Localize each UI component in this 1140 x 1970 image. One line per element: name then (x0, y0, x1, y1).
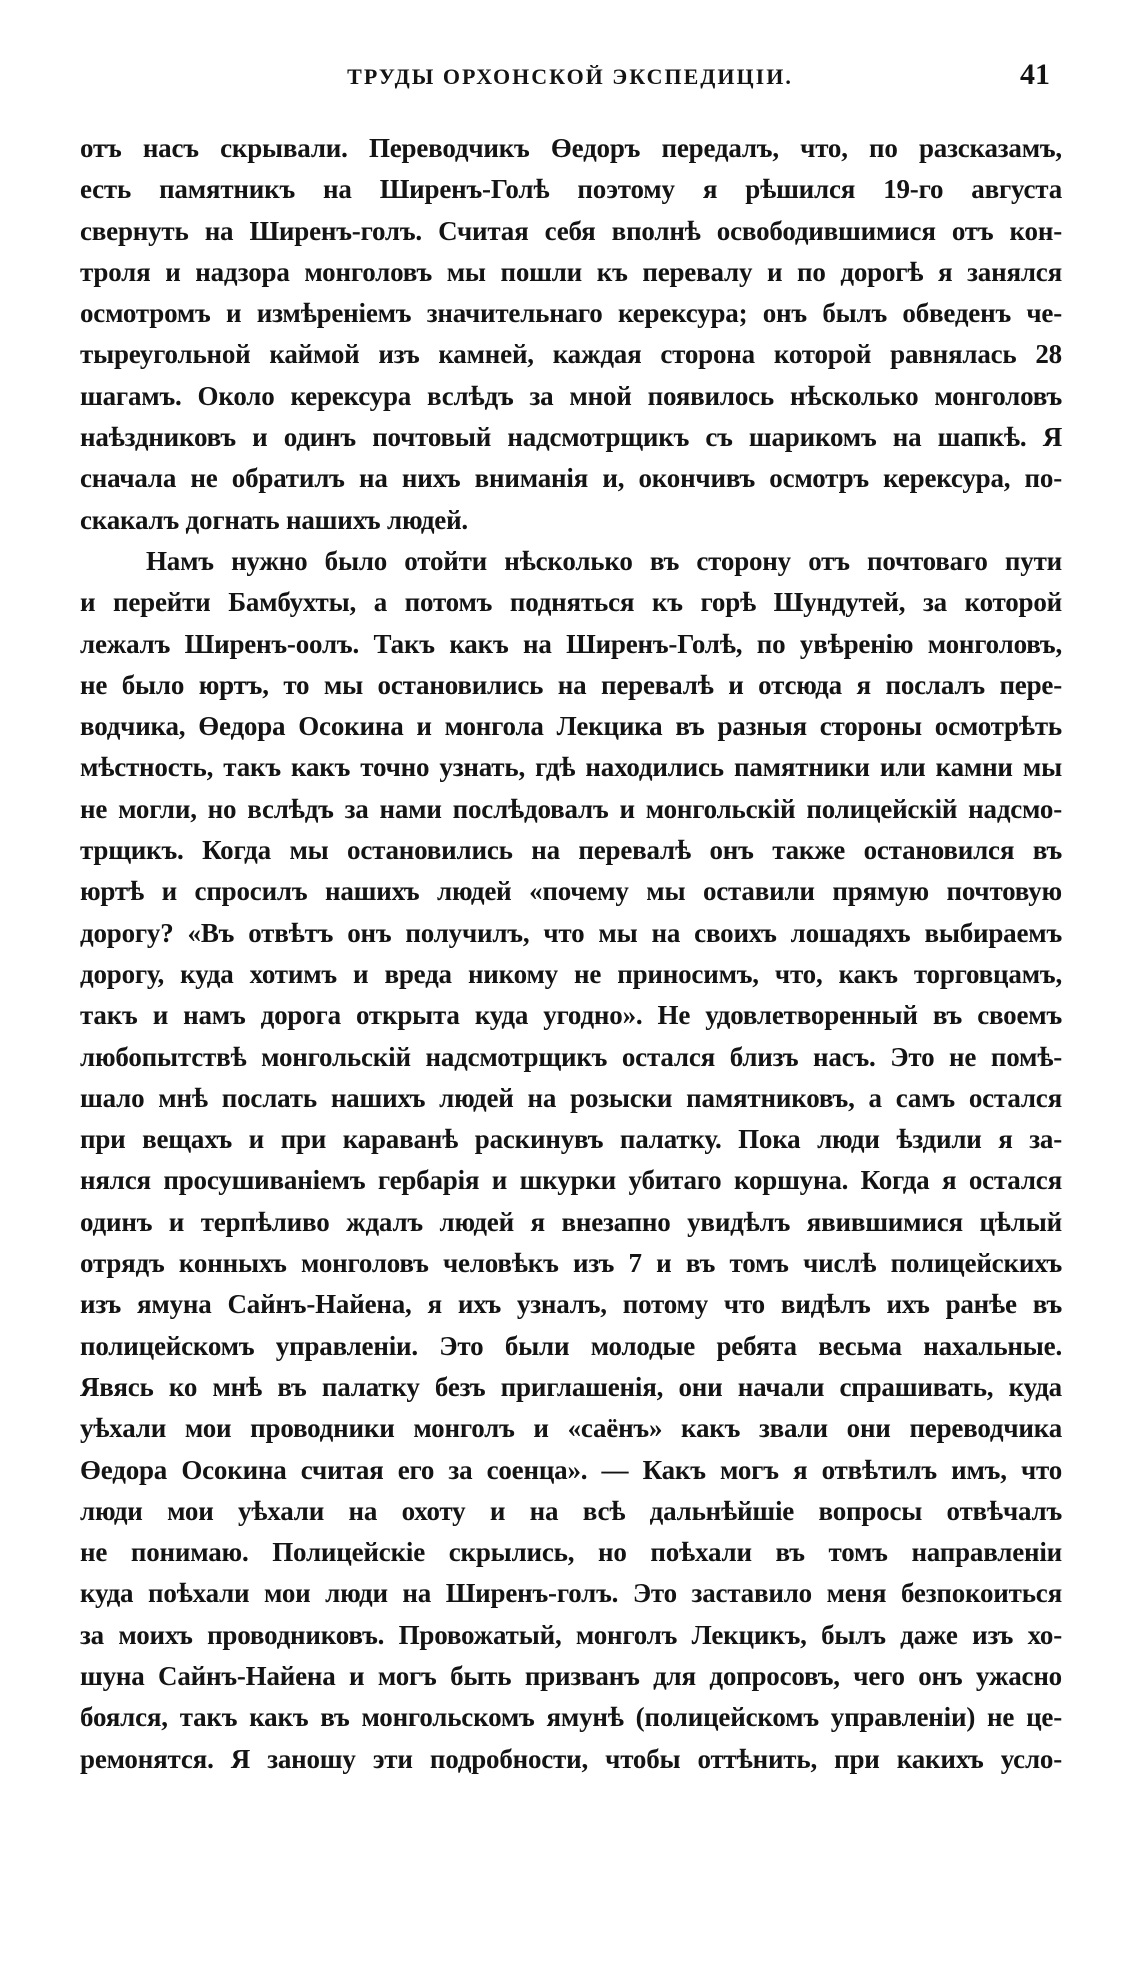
body-text (80, 128, 1062, 1780)
text-line: не было юртъ, то мы остановились на перевалѣ и отсюда я послалъ пере- (80, 669, 1062, 700)
text-line: такъ и намъ дорога открыта куда угодно». Не удовлетворенный въ своемъ (80, 1000, 1062, 1031)
text-line: куда поѣхали мои люди на Ширенъ-голъ. Это заставило меня безпокоиться (80, 1578, 1062, 1609)
text-line: одинъ и терпѣливо ждалъ людей я внезапно увидѣлъ явившимися цѣлый (80, 1206, 1062, 1237)
text-line: за моихъ проводниковъ. Провожатый, монголъ Лекцикъ, былъ даже изъ хо- (80, 1619, 1062, 1650)
text-line: сначала не обратилъ на нихъ вниманія и, окончивъ осмотръ керексура, по- (80, 463, 1062, 494)
text-line: тыреугольной каймой изъ камней, каждая сторона которой равнялась 28 (80, 339, 1062, 370)
text-line: полицейскомъ управленіи. Это были молодые ребята весьма нахальные. (80, 1330, 1062, 1361)
text-line: и перейти Бамбухты, а потомъ подняться къ горѣ Шундутей, за которой (80, 587, 1062, 618)
text-line: Явясь ко мнѣ въ палатку безъ приглашенія, они начали спрашивать, куда (80, 1371, 1062, 1402)
text-line: боялся, такъ какъ въ монгольскомъ ямунѣ (полицейскомъ управленіи) не це- (80, 1702, 1062, 1733)
text-line: есть памятникъ на Ширенъ-Голѣ поэтому я рѣшился 19-го августа (80, 174, 1062, 205)
text-line: наѣздниковъ и одинъ почтовый надсмотрщикъ съ шарикомъ на шапкѣ. Я (80, 422, 1062, 453)
text-line: троля и надзора монголовъ мы пошли къ перевалу и по дорогѣ я занялся (80, 256, 1062, 287)
text-line: лежалъ Ширенъ-оолъ. Такъ какъ на Ширенъ-Голѣ, по увѣренію монголовъ, (80, 628, 1062, 659)
text-line: осмотромъ и измѣреніемъ значительнаго керексура; онъ былъ обведенъ че- (80, 298, 1062, 329)
text-line: отъ насъ скрывали. Переводчикъ Өедоръ передалъ, что, по разсказамъ, (80, 133, 1062, 163)
running-title: ТРУДЫ ОРХОНСКОЙ ЭКСПЕДИЦІИ. (347, 64, 793, 89)
text-line: любопытствѣ монгольскій надсмотрщикъ остался близъ насъ. Это не помѣ- (80, 1041, 1062, 1072)
paragraph-1 (80, 128, 1062, 541)
text-line: трщикъ. Когда мы остановились на перевалѣ онъ также остановился въ (80, 835, 1062, 866)
paragraph-2 (80, 541, 1062, 1780)
text-line: Өедора Осокина считая его за соенца». — Какъ могъ я отвѣтилъ имъ, что (80, 1454, 1062, 1485)
page-number: 41 (1020, 58, 1050, 91)
text-line: Намъ нужно было отойти нѣсколько въ сторону отъ почтоваго пути (146, 545, 1062, 576)
text-line: люди мои уѣхали на охоту и на всѣ дальнѣйшіе вопросы отвѣчалъ (80, 1495, 1062, 1526)
text-line: нялся просушиваніемъ гербарія и шкурки убитаго коршуна. Когда я остался (80, 1165, 1062, 1196)
text-line: не могли, но вслѣдъ за нами послѣдовалъ и монгольскій полицейскій надсмо- (80, 793, 1062, 824)
text-line: мѣстность, такъ какъ точно узнать, гдѣ находились памятники или камни мы (80, 752, 1062, 783)
text-line: изъ ямуна Сайнъ-Найена, я ихъ узналъ, потому что видѣлъ ихъ ранѣе въ (80, 1289, 1062, 1320)
text-line: свернуть на Ширенъ-голъ. Считая себя вполнѣ освободившимися отъ кон- (80, 215, 1062, 246)
text-line: скакалъ догнать нашихъ людей. (80, 504, 468, 535)
text-line: уѣхали мои проводники монголъ и «саёнъ» какъ звали они переводчика (80, 1413, 1062, 1444)
text-line: дорогу? «Въ отвѣтъ онъ получилъ, что мы на своихъ лошадяхъ выбираемъ (80, 917, 1062, 948)
text-line: водчика, Өедора Осокина и монгола Лекцика въ разныя стороны осмотрѣть (80, 711, 1062, 742)
page-header (80, 58, 1060, 98)
text-line: шуна Сайнъ-Найена и могъ быть призванъ для допросовъ, чего онъ ужасно (80, 1660, 1062, 1691)
text-line: при вещахъ и при караванѣ раскинувъ палатку. Пока люди ѣздили я за- (80, 1124, 1062, 1155)
text-line: ремонятся. Я заношу эти подробности, чтобы оттѣнить, при какихъ усло- (80, 1743, 1062, 1774)
text-line: не понимаю. Полицейскіе скрылись, но поѣхали въ томъ направленіи (80, 1537, 1062, 1568)
text-line: юртѣ и спросилъ нашихъ людей «почему мы оставили прямую почтовую (80, 876, 1062, 907)
text-line: дорогу, куда хотимъ и вреда никому не приносимъ, что, какъ торговцамъ, (80, 958, 1062, 989)
text-line: шагамъ. Около керексура вслѣдъ за мной появилось нѣсколько монголовъ (80, 380, 1062, 411)
text-line: шало мнѣ послать нашихъ людей на розыски памятниковъ, а самъ остался (80, 1082, 1062, 1113)
text-line: отрядъ конныхъ монголовъ человѣкъ изъ 7 и въ томъ числѣ полицейскихъ (80, 1248, 1062, 1279)
